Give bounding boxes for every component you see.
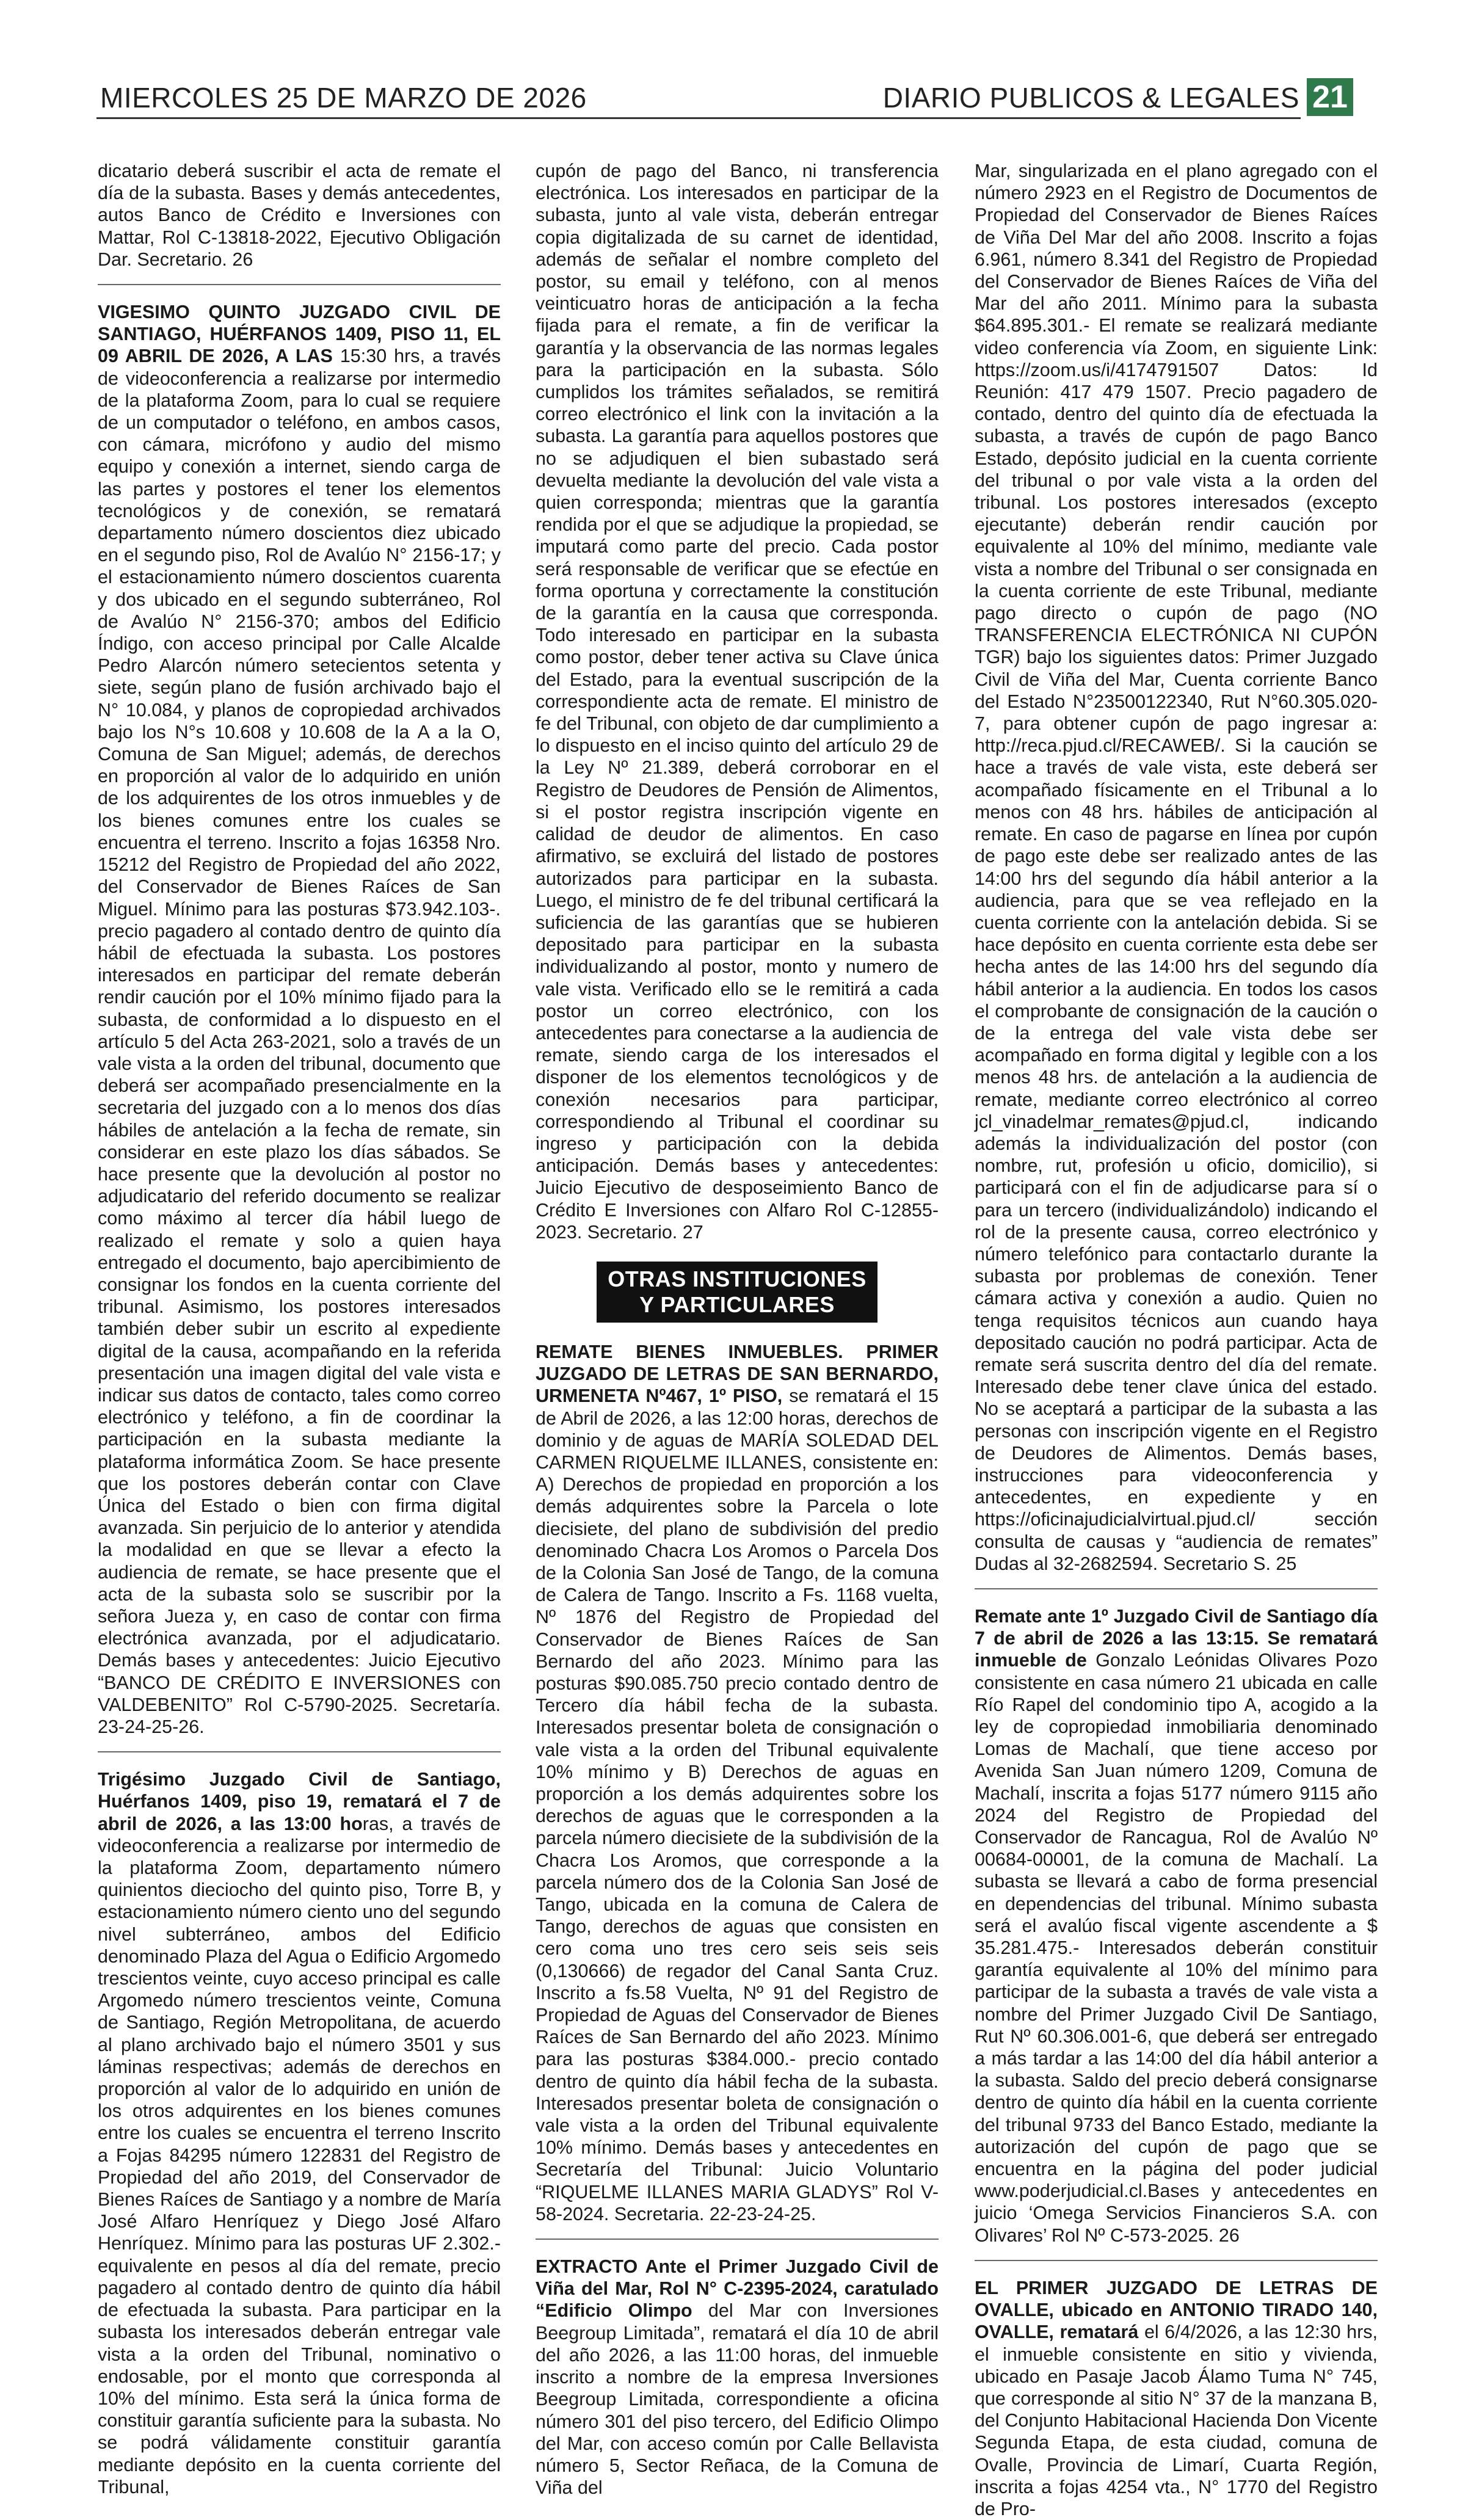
notice-body: 15:30 hrs, a través de videoconferencia a realizarse por intermedio de la plataforma Zoom, para lo cual se requiere de un computador o teléfono, en ambos casos, con cámara, micrófono y audio del mismo equipo y conexión a internet, siendo carga de las partes y postores el tener los elementos tecnológicos y de conexión, se rematará departamento número doscientos diez ubicado en el segundo piso, Rol de Avalúo N° 2156-17; y el estacionamiento número doscientos cuarenta y dos ubicado en el segundo subterráneo, Rol de Avalúo N° 2156-370; ambos del Edificio Índigo, con acceso principal por Calle Alcalde Pedro Alarcón número setecientos setenta y siete, según plano de fusión archivado bajo el N° 10.084, y planos de copropiedad archivados bajo los N°s 10.608 y 10.608 de la A a la O, Comuna de San Miguel; además, de derechos en proporción al valor de lo adquirido en unión de los adquirentes de los otros inmuebles y de los bienes comunes entre los cuales se encuentra el terreno. Inscrito a fojas 16358 Nro. 15212 del Registro de Propiedad del año 2022, del Conservador de Bienes Raíces de San Miguel. Mínimo para las posturas $73.942.103-. precio pagadero al contado dentro de quinto día hábil de efectuada la subasta. Los postores interesados en participar del remate deberán rendir caución por el 10% mínimo fijado para la subasta, de conformidad a lo dispuesto en el artículo 5 del Acta 263-2021, solo a través de un vale vista a la orden del tribunal, documento que deberá ser acompañado presencialmente en la secretaria del juzgado con a lo menos dos días hábiles de antelación a la fecha de remate, sin considerar en este plazo los días sábados. Se hace presente que la devolución al postor no adjudicatario del referido documento se realizar como máximo al tercer día hábil luego de realizado el remate y solo a quien haya entregado el documento, bajo apercibimiento de consignar los fondos en la cuenta corriente del tribunal. Asimismo, los postores interesados también deber subir un escrito al expediente digital de la causa, acompañando en la referida presentación una imagen digital del vale vista e indicar sus datos de contacto, tales como correo electrónico y teléfono, a fin de coordinar la participación en la subasta mediante la plataforma informática Zoom. Se hace presente que los postores deberán contar con Clave Única del Estado o bien con firma digital avanzada. Sin perjuicio de lo anterior y atendida la modalidad en que se llevar a efecto la audiencia de remate, se hace presente que el acta de la subasta solo se suscribir por la señora Jueza y, en caso de contar con firma electrónica avanzada, por el adjudicatario. Demás bases y antecedentes: Juicio Ejecutivo “BANCO DE CRÉDITO E INVERSIONES con VALDEBENITO” Rol C-5790-2025. Secretaría. 23-24-25-26.: [98, 346, 501, 1738]
notice: [98, 301, 501, 1738]
notice: [536, 2256, 939, 2499]
section-banner-line2: Y PARTICULARES: [639, 1291, 835, 1317]
notice-body: dicatario deberá suscribir el acta de remate el día de la subasta. Bases y demás antecedentes, autos Banco de Crédito e Inversiones con Mattar, Rol C-13818-2022, Ejecutivo Obligación Dar. Secretario. 26: [98, 161, 501, 270]
divider: [98, 1751, 501, 1752]
notice-body: ras, a través de videoconferencia a realizarse por intermedio de la plataforma Zoom, departamento número quinientos dieciocho del quinto piso, Torre B, y estacionamiento número ciento uno del segundo nivel subterráneo, ambos del Edificio denominado Plaza del Agua o Edificio Argomedo trescientos veinte, cuyo acceso principal es calle Argomedo número trescientos veinte, Comuna de Santiago, Región Metropolitana, de acuerdo al plano archivado bajo el número 3501 y sus láminas respectivas; además de derechos en proporción al valor de lo adquirido en unión de los otros adquirentes en los bienes comunes entre los cuales se encuentra el terreno Inscrito a Fojas 84295 número 122831 del Registro de Propiedad del año 2019, del Conservador de Bienes Raíces de Santiago y a nombre de María José Alfaro Henríquez y Diego José Alfaro Henríquez. Mínimo para las posturas UF 2.302.- equivalente en pesos al día del remate, precio pagadero al contado dentro de quinto día hábil de efectuada la subasta. Para participar en la subasta los interesados deberán entregar vale vista a la orden del Tribunal, nominativo o endosable, por el monto que corresponda al 10% del mínimo. Esta será la única forma de constituir garantía suficiente para la subasta. No se podrá válidamente constituir garantía mediante depósito en la cuenta corriente del Tribunal,: [98, 1813, 501, 2497]
notice: [98, 160, 501, 271]
notice-body: se rematará el 15 de Abril de 2026, a las 12:00 horas, derechos de dominio y de aguas de MARÍA SOLEDAD DEL CARMEN RIQUELME ILLANES, consistente en: A) Derechos de propiedad en proporción a los demás adquirentes sobre la Parcela o lote diecisiete, del plano de subdivisión del predio denominado Chacra Los Aromos o Parcela Dos de la Colonia San José de Tango, de la comuna de Calera de Tango. Inscrito a Fs. 1168 vuelta, Nº 1876 del Registro de Propiedad del Conservador de Bienes Raíces de San Bernardo del año 2023. Mínimo para las posturas $90.085.750 precio contado dentro de Tercero día hábil fecha de la subasta. Interesados presentar boleta de consignación o vale vista a la orden del Tribunal equivalente 10% mínimo y B) Derechos de aguas en proporción a los demás adquirentes sobre los derechos de aguas que le corresponden a la parcela número diecisiete de la subdivisión de la Chacra Los Aromos, que corresponde a la parcela número dos de la Colonia San José de Tango, ubicada en la comuna de Calera de Tango, derechos de aguas que consisten en cero coma uno tres cero seis seis seis (0,130666) de regador del Canal Santa Cruz. Inscrito a fs.58 Vuelta, Nº 91 del Registro de Propiedad de Aguas del Conservador de Bienes Raíces de San Bernardo del año 2023. Mínimo para las posturas $384.000.- precio contado dentro de quinto día hábil fecha de la subasta. Interesados presentar boleta de consignación o vale vista a la orden del Tribunal equivalente 10% mínimo. Demás bases y antecedentes en Secretaría del Tribunal: Juicio Voluntario “RIQUELME ILLANES MARIA GLADYS” Rol V-58-2024. Secretaria. 22-23-24-25.: [536, 1385, 939, 2224]
column-2: [536, 160, 939, 2499]
notice-lead: Remate ante 1º Juzgado Civil de Santiago día 7 de abril de 2026 a las 13:15. Se rematará inmueble de: [975, 1606, 1378, 1671]
notice-body: Mar, singularizada en el plano agregado con el número 2923 en el Registro de Documentos de Propiedad del Conservador de Bienes Raíces de Viña Del Mar del año 2008. Inscrito a fojas 6.961, número 8.341 del Registro de Propiedad del Conservador de Bienes Raíces de Viña del Mar del año 2011. Mínimo para la subasta $64.895.301.- El remate se realizará mediante video conferencia vía Zoom, en siguiente Link: https://zoom.us/i/4174791507 Datos: Id Reunión: 417 479 1507. Precio pagadero de contado, dentro del quinto día de efectuada la subasta, a través de cupón de pago Banco Estado, depósito judicial en la cuenta corriente del tribunal o por vale vista a la orden del tribunal. Los postores interesados (excepto ejecutante) deberán rendir caución por equivalente al 10% del mínimo, mediante vale vista a nombre del Tribunal o ser consignada en la cuenta corriente de este Tribunal, mediante pago directo o cupón de pago (NO TRANSFERENCIA ELECTRÓNICA NI CUPÓN TGR) bajo los siguientes datos: Primer Juzgado Civil de Viña del Mar, Cuenta corriente Banco del Estado N°23500122340, Rut N°60.305.020-7, para obtener cupón de pago ingresar a: http://reca.pjud.cl/RECAWEB/. Si la caución se hace a través de vale vista, este deberá ser acompañado físicamente en el Tribunal a lo menos con 48 hrs. hábiles de anticipación al remate. En caso de pagarse en línea por cupón de pago este debe ser realizado antes de las 14:00 hrs del segundo día hábil anterior a la audiencia, para que se vea reflejado en la cuenta corriente con la antelación debida. Si se hace depósito en cuenta corriente esta debe ser hecha antes de las 14:00 hrs del segundo día hábil anterior a la audiencia. En todos los casos el comprobante de consignación de la caución o de la entrega del vale vista debe ser acompañado en forma digital y legible con a los menos 48 hrs. de antelación a la audiencia de remate, mediante correo electrónico al correo jcl_vinadelmar_remates@pjud.cl, indicando además la individualización del postor (con nombre, rut, profesión u oficio, domicilio), si participará con el fin de adjudicarse para sí o para un tercero (individualizándolo) indicando el rol de la presente causa, correo electrónico y número telefónico para contactarlo durante la subasta por problemas de conexión. Tener cámara activa y conexión a audio. Quien no tenga requisitos técnicos aun cuando haya depositado caución no podrá participar. Acta de remate será suscrita dentro del día del remate. Interesado debe tener clave única del estado. No se aceptará a participar de la subasta a las personas con inscripción vigente en el Registro de Deudores de Alimentos. Demás bases, instrucciones para videoconferencia y antecedentes, en expediente y en https://oficinajudicialvirtual.pjud.cl/ sección consulta de causas y “audiencia de remates” Dudas al 32-2682594. Secretario S. 25: [975, 161, 1378, 1574]
issue-date: MIERCOLES 25 DE MARZO DE 2026: [100, 82, 587, 114]
notice-lead: Trigésimo Juzgado Civil de Santiago, Huérfanos 1409, piso 19, rematará el 7 de abril de 2026, a las 13:00 ho: [98, 1769, 501, 1834]
notice: [975, 2277, 1378, 2520]
notice: [536, 1341, 939, 2225]
page-number: 21: [1307, 78, 1353, 116]
column-3: [975, 160, 1378, 2520]
notice-body: el 6/4/2026, a las 12:30 hrs, el inmueble consistente en sitio y vivienda, ubicado en Pasaje Jacob Álamo Tuma N° 745, que corresponde al sitio N° 37 de la manzana B, del Conjunto Habitacional Hacienda Don Vicente Segunda Etapa, de esta ciudad, comuna de Ovalle, Provincia de Limarí, Cuarta Región, inscrita a fojas 4254 vta., N° 1770 del Registro de Pro-: [975, 2322, 1378, 2519]
notice: [975, 1605, 1378, 2246]
notice-body: cupón de pago del Banco, ni transferencia electrónica. Los interesados en participar de la subasta, junto al vale vista, deberán entregar copia digitalizada de su carnet de identidad, además de señalar el nombre completo del postor, su email y teléfono, con al menos veinticuatro horas de anticipación a la fecha fijada para el remate, a fin de verificar la garantía y la observancia de las normas legales para la participación en la subasta. Sólo cumplidos los trámites señalados, se remitirá correo electrónico el link con la invitación a la subasta. La garantía para aquellos postores que no se adjudiquen el bien subastado será devuelta mediante la devolución del vale vista a quien corresponda; mientras que la garantía rendida por el que se adjudique la propiedad, se imputará como parte del precio. Cada postor será responsable de verificar que se efectúe en forma oportuna y correctamente la constitución de la garantía en la causa que corresponda. Todo interesado en participar en la subasta como postor, deber tener activa su Clave única del Estado, para la eventual suscripción de la correspondiente acta de remate. El ministro de fe del Tribunal, con objeto de dar cumplimiento a lo dispuesto en el inciso quinto del artículo 29 de la Ley Nº 21.389, deberá corroborar en el Registro de Deudores de Pensión de Alimentos, si el postor registra inscripción vigente en calidad de deudor de alimentos. En caso afirmativo, se excluirá del listado de postores autorizados para participar en la subasta. Luego, el ministro de fe del tribunal certificará la suficiencia de las garantías que se hubieren depositado para participar en la subasta individualizando al postor, monto y numero de vale vista. Verificado ello se le remitirá a cada postor un correo electrónico, con los antecedentes para conectarse a la audiencia de remate, siendo carga de los interesados el disponer de los elementos tecnológicos y de conexión necesarios para participar, correspondiendo al Tribunal el coordinar su ingreso y participación con la debida anticipación. Demás bases y antecedentes: Juicio Ejecutivo de desposeimiento Banco de Crédito E Inversiones con Alfaro Rol C-12855-2023. Secretario. 27: [536, 161, 939, 1243]
notice: [536, 160, 939, 1243]
notice: [98, 1768, 501, 2498]
notice-lead: EXTRACTO Ante el Primer Juzgado Civil de Viña del Mar, Rol N° C-2395-2024, caratulado “Edificio Olimpo: [536, 2256, 939, 2322]
publication-title: DIARIO PUBLICOS & LEGALES: [882, 82, 1299, 114]
divider: [975, 2260, 1378, 2261]
notice-body: del Mar con Inversiones Beegroup Limitada”, rematará el día 10 de abril del año 2026, a las 11:00 horas, del inmueble inscrito a nombre de la empresa Inversiones Beegroup Limitada, correspondiente a oficina número 301 del piso tercero, del Edificio Olimpo del Mar, con acceso común por Calle Bellavista número 5, Sector Reñaca, de la Comuna de Viña del: [536, 2300, 939, 2499]
notice-body: Gonzalo Leónidas Olivares Pozo consistente en casa número 21 ubicada en calle Río Rapel del condominio tipo A, acogido a la ley de copropiedad inmobiliaria denominado Lomas de Machalí, que tiene acceso por Avenida San Juan número 1209, Comuna de Machalí, inscrita a fojas 5177 número 9115 año 2024 del Registro de Propiedad del Conservador de Rancagua, Rol de Avalúo Nº 00684-00001, de la comuna de Machalí. La subasta se llevará a cabo de forma presencial en dependencias del tribunal. Mínimo subasta será el avalúo fiscal vigente ascendente a $ 35.281.475.- Interesados deberán constituir garantía equivalente al 10% del mínimo para participar de la subasta a través de vale vista a nombre del Primer Juzgado Civil De Santiago, Rut Nº 60.306.001-6, que deberá ser entregado a más tardar a las 14:00 del día hábil anterior a la subasta. Saldo del precio deberá consignarse dentro de quinto día hábil en la cuenta corriente del tribunal 9733 del Banco Estado, mediante la autorización del cupón de pago que se encuentra en la página del poder judicial www.poderjudicial.cl.Bases y antecedentes en juicio ‘Omega Servicios Financieros S.A. con Olivares’ Rol Nº C-573-2025. 26: [975, 1650, 1378, 2246]
divider: [975, 1588, 1378, 1589]
notice-lead: REMATE BIENES INMUEBLES. PRIMER JUZGADO DE LETRAS DE SAN BERNARDO, URMENETA Nº467, 1º PISO,: [536, 1341, 939, 1407]
section-banner-line1: OTRAS INSTITUCIONES: [608, 1266, 867, 1291]
notice-lead: VIGESIMO QUINTO JUZGADO CIVIL DE SANTIAGO, HUÉRFANOS 1409, PISO 11, EL 09 ABRIL DE 2026, A LAS: [98, 302, 501, 367]
section-banner: [536, 1262, 939, 1323]
divider: [98, 284, 501, 285]
notice-lead: EL PRIMER JUZGADO DE LETRAS DE OVALLE, ubicado en ANTONIO TIRADO 140, OVALLE, rematará: [975, 2277, 1378, 2343]
divider: [536, 2239, 939, 2240]
header-rule: [96, 117, 1301, 119]
page-header: [96, 78, 1353, 116]
column-1: [98, 160, 501, 2498]
notice: [975, 160, 1378, 1575]
